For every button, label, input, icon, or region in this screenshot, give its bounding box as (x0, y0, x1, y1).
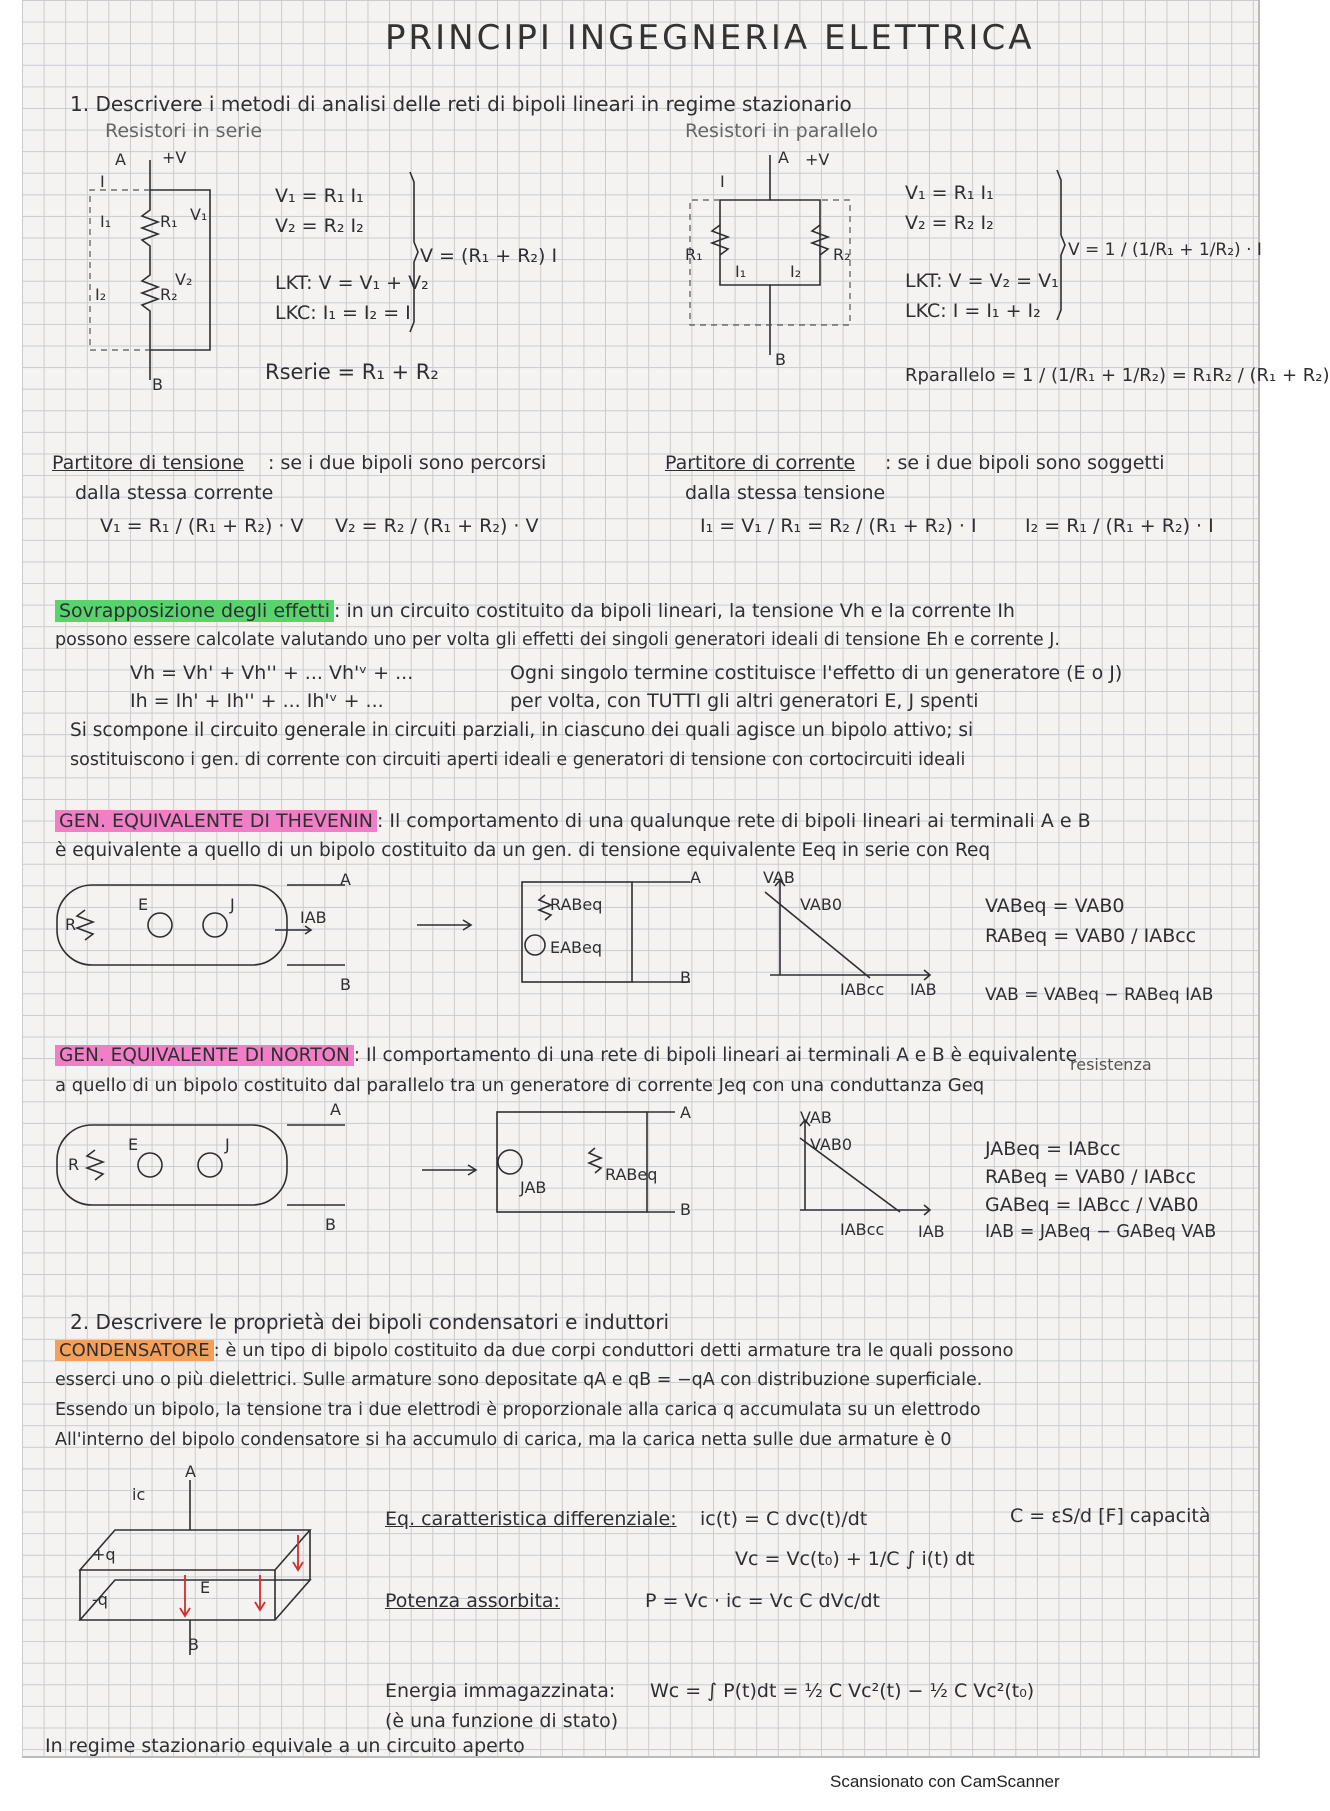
sovrapposizione-line2: possono essere calcolate valutando uno per volta gli effetti dei singoli generatori ideali di tensione Eh e corrente J. (55, 630, 1060, 650)
parallel-current-i1: I₁ (735, 262, 747, 281)
parallel-rparallelo: Rparallelo = 1 / (1/R₁ + 1/R₂) = R₁R₂ / (R₁ + R₂) (905, 365, 1330, 386)
eq-diff: ic(t) = C dvc(t)/dt (700, 1508, 868, 1530)
norton-line1: : Il comportamento di una rete di bipoli lineari ai terminali A e B è equivalente (353, 1045, 1078, 1066)
sovrapposizione-eq2: Ih = Ih' + Ih'' + ... Ih'ᵛ + ... (130, 690, 384, 712)
thevenin-eq-node-a: A (690, 868, 701, 887)
norton-equivalent-diagram (495, 1110, 695, 1230)
sovrapposizione-label: Sovrapposizione degli effetti (55, 600, 334, 622)
capacitor-node-a: A (185, 1462, 196, 1481)
partitore-corrente-text2: dalla stessa tensione (685, 482, 886, 504)
norton-graph-iabcc: IABcc (840, 1220, 885, 1239)
norton-eq1: JABeq = IABcc (985, 1138, 1121, 1160)
norton-node-b: B (325, 1215, 336, 1234)
condensatore-line2: esserci uno o più dielettrici. Sulle armature sono depositate qA e qB = −qA con distribuzione superficiale. (55, 1370, 983, 1390)
norton-line2: a quello di un bipolo costituito dal parallelo tra un generatore di corrente Jeq con una conduttanza Geq (55, 1075, 985, 1096)
capacitor-plus-q: +q (92, 1545, 116, 1564)
thevenin-iab: IAB (300, 908, 327, 927)
question-2-heading: 2. Descrivere le proprietà dei bipoli condensatori e induttori (70, 1310, 670, 1334)
series-r2: R₂ (160, 285, 178, 304)
partitore-corrente-text: : se i due bipoli sono soggetti (885, 452, 1165, 474)
energia-note: (è una funzione di stato) (385, 1710, 619, 1732)
capacitor-diagram (65, 1480, 325, 1660)
capacitor-e: E (200, 1578, 211, 1597)
thevenin-eabeq: EABeq (550, 938, 603, 957)
norton-jab: JAB (520, 1178, 547, 1197)
series-label: Resistori in serie (105, 120, 263, 142)
sovrapposizione-note1: Ogni singolo termine costituisce l'effetto di un generatore (E o J) (510, 662, 1123, 684)
thevenin-graph-iabcc: IABcc (840, 980, 885, 999)
partitore-corrente-label: Partitore di corrente (665, 452, 856, 474)
parallel-node-a: A (778, 148, 789, 167)
partitore-tensione-eq1: V₁ = R₁ / (R₁ + R₂) · V (100, 515, 304, 537)
parallel-eq-2: V₂ = R₂ I₂ (905, 212, 994, 234)
norton-eq3: GABeq = IABcc / VAB0 (985, 1194, 1199, 1216)
thevenin-graph-iab: IAB (910, 980, 937, 999)
parallel-current-i2: I₂ (790, 262, 802, 281)
series-node-b: B (152, 375, 163, 394)
thevenin-eq2: RABeq = VAB0 / IABcc (985, 925, 1197, 947)
capacita: C = εS/d [F] capacità (1010, 1505, 1211, 1527)
vc-integral: Vc = Vc(t₀) + 1/C ∫ i(t) dt (735, 1548, 975, 1570)
thevenin-equivalent-diagram (520, 880, 700, 990)
parallel-lkc: LKC: I = I₁ + I₂ (905, 300, 1041, 322)
thevenin-iv-graph (760, 880, 940, 990)
sovrapposizione-eq1: Vh = Vh' + Vh'' + ... Vh'ᵛ + ... (130, 662, 414, 684)
norton-eq2: RABeq = VAB0 / IABcc (985, 1166, 1197, 1188)
regime-stazionario: In regime stazionario equivale a un circuito aperto (45, 1735, 525, 1757)
series-node-a: A (115, 150, 126, 169)
capacitor-node-b: B (188, 1635, 199, 1654)
norton-e: E (128, 1135, 139, 1154)
series-rserie: Rserie = R₁ + R₂ (265, 360, 439, 384)
thevenin-graph-vab: VAB (763, 868, 795, 887)
series-lkc: LKC: I₁ = I₂ = I (275, 302, 411, 324)
norton-node-a: A (330, 1100, 341, 1119)
norton-j: J (225, 1135, 230, 1154)
thevenin-block (55, 810, 1091, 832)
norton-network-diagram (55, 1110, 345, 1230)
series-current-i: I (100, 172, 105, 191)
norton-label: GEN. EQUIVALENTE DI NORTON (55, 1045, 354, 1066)
parallel-current-i: I (720, 172, 725, 191)
partitore-corrente-eq2: I₂ = R₁ / (R₁ + R₂) · I (1025, 515, 1214, 537)
potenza: P = Vc · ic = Vc C dVc/dt (645, 1590, 880, 1612)
series-plus-v: +V (162, 148, 187, 167)
thevenin-eq1: VABeq = VAB0 (985, 895, 1125, 917)
series-r1: R₁ (160, 212, 178, 231)
question-1-heading: 1. Descrivere i metodi di analisi delle reti di bipoli lineari in regime stazionario (70, 92, 852, 116)
thevenin-line2: è equivalente a quello di un bipolo costituito da un gen. di tensione equivalente Eeq in serie con Req (55, 840, 991, 861)
thevenin-r: R (65, 915, 77, 934)
sovrapposizione-note2: per volta, con TUTTI gli altri generatori E, J spenti (510, 690, 979, 712)
series-lkt: LKT: V = V₁ + V₂ (275, 272, 429, 294)
partitore-tensione-text: : se i due bipoli sono percorsi (268, 452, 547, 474)
thevenin-node-a: A (340, 870, 351, 889)
thevenin-node-b: B (340, 975, 351, 994)
condensatore-line3: Essendo un bipolo, la tensione tra i due elettrodi è proporzionale alla carica q accumulata su un elettrodo (55, 1400, 981, 1420)
page-title: PRINCIPI INGEGNERIA ELETTRICA (385, 18, 1035, 58)
norton-annotation: resistenza (1070, 1055, 1152, 1074)
parallel-node-b: B (775, 350, 786, 369)
partitore-tensione-text2: dalla stessa corrente (75, 482, 274, 504)
norton-r: R (68, 1155, 80, 1174)
norton-graph-iab: IAB (918, 1222, 945, 1241)
condensatore-line4: All'interno del bipolo condensatore si ha accumulo di carica, ma la carica netta sulle due armature è 0 (55, 1430, 952, 1450)
eq-diff-label: Eq. caratteristica differenziale: (385, 1508, 677, 1530)
series-eq-2: V₂ = R₂ I₂ (275, 215, 364, 237)
thevenin-arrow-icon (415, 915, 475, 935)
condensatore-block (55, 1340, 1014, 1361)
parallel-lkt: LKT: V = V₂ = V₁ (905, 270, 1059, 292)
thevenin-line1: : Il comportamento di una qualunque rete di bipoli lineari ai terminali A e B (376, 810, 1091, 832)
norton-rabeq: RABeq (605, 1165, 658, 1184)
norton-graph-vab: VAB (800, 1108, 832, 1127)
series-current-i2: I₂ (95, 285, 107, 304)
sovrapposizione-line1: : in un circuito costituito da bipoli lineari, la tensione Vh e la corrente Ih (334, 600, 1015, 622)
condensatore-line1: : è un tipo di bipolo costituito da due corpi conduttori detti armature tra le quali possono (213, 1340, 1014, 1361)
norton-graph-vab0: VAB0 (810, 1135, 853, 1154)
thevenin-rabeq: RABeq (550, 895, 603, 914)
sovrapposizione-line4: sostituiscono i gen. di corrente con circuiti aperti ideali e generatori di tensione con cortocircuiti ideali (70, 750, 966, 770)
partitore-tensione-label: Partitore di tensione (52, 452, 245, 474)
sovrapposizione-block (55, 600, 1015, 622)
energia: Wc = ∫ P(t)dt = ½ C Vc²(t) − ½ C Vc²(t₀) (650, 1680, 1035, 1702)
thevenin-label: GEN. EQUIVALENTE DI THEVENIN (55, 810, 377, 832)
parallel-eq-1: V₁ = R₁ I₁ (905, 182, 994, 204)
sovrapposizione-line3: Si scompone il circuito generale in circuiti parziali, in ciascuno dei quali agisce un bipolo attivo; si (70, 720, 974, 741)
norton-eq4: IAB = JABeq − GABeq VAB (985, 1222, 1217, 1242)
thevenin-eq3: VAB = VABeq − RABeq IAB (985, 985, 1214, 1005)
thevenin-graph-vab0: VAB0 (800, 895, 843, 914)
scanner-footer: Scansionato con CamScanner (830, 1772, 1060, 1791)
energia-label: Energia immagazzinata: (385, 1680, 616, 1702)
parallel-r1: R₁ (685, 245, 703, 264)
series-v1: V₁ (190, 205, 208, 224)
series-brace (408, 172, 418, 332)
parallel-brace (1055, 170, 1065, 320)
potenza-label: Potenza assorbita: (385, 1590, 560, 1612)
parallel-result: V = 1 / (1/R₁ + 1/R₂) · I (1068, 240, 1262, 260)
capacitor-minus-q: -q (92, 1590, 108, 1609)
capacitor-ic: ic (132, 1485, 146, 1504)
partitore-tensione-eq2: V₂ = R₂ / (R₁ + R₂) · V (335, 515, 539, 537)
thevenin-e: E (138, 895, 149, 914)
series-eq-1: V₁ = R₁ I₁ (275, 185, 364, 207)
norton-eq-node-a: A (680, 1103, 691, 1122)
condensatore-label: CONDENSATORE (55, 1340, 214, 1361)
thevenin-eq-node-b: B (680, 968, 691, 987)
thevenin-network-diagram (55, 870, 345, 990)
norton-block (55, 1045, 1077, 1066)
parallel-label: Resistori in parallelo (685, 120, 878, 142)
partitore-corrente-eq1: I₁ = V₁ / R₁ = R₂ / (R₁ + R₂) · I (700, 515, 977, 537)
thevenin-j: J (230, 895, 235, 914)
series-current-i1: I₁ (100, 212, 112, 231)
series-result: V = (R₁ + R₂) I (420, 245, 558, 267)
series-v2: V₂ (175, 270, 193, 289)
norton-arrow-icon (420, 1160, 480, 1180)
parallel-r2: R₂ (833, 245, 851, 264)
parallel-plus-v: +V (805, 150, 830, 169)
norton-eq-node-b: B (680, 1200, 691, 1219)
